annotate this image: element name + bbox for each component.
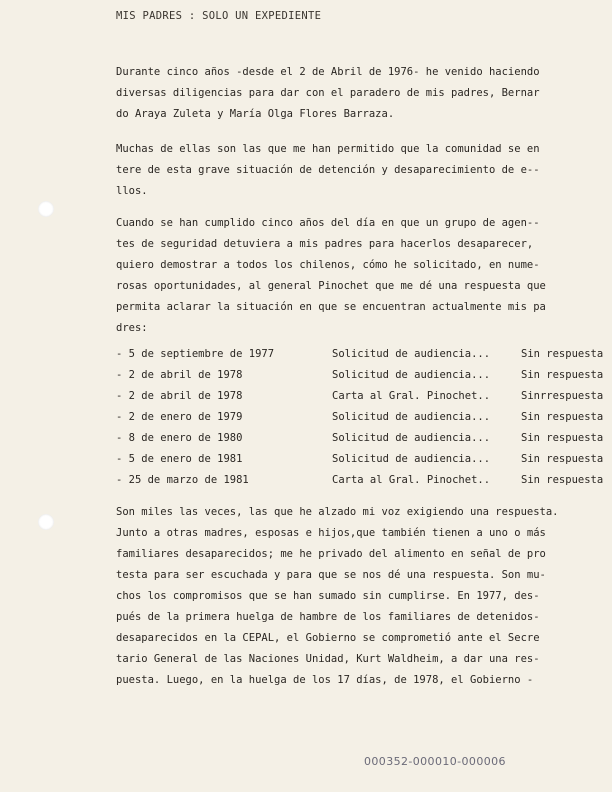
request-row [116, 470, 612, 491]
text-line: pués de la primera huelga de hambre de los familiares de detenidos- [116, 611, 540, 623]
request-result: Sin respuesta [521, 369, 604, 381]
request-action: Carta al Gral. Pinochet.. [332, 474, 491, 486]
request-result: Sin respuesta [521, 432, 604, 444]
request-result: Sin respuesta [521, 348, 604, 360]
text-line: llos. [116, 185, 148, 197]
document-title: MIS PADRES : SOLO UN EXPEDIENTE [116, 10, 322, 22]
paragraph-4 [116, 502, 612, 691]
request-date: - 5 de septiembre de 1977 [116, 348, 275, 360]
request-result: Sin respuesta [521, 474, 604, 486]
punch-hole-top [38, 201, 54, 217]
request-row [116, 386, 612, 407]
request-row [116, 407, 612, 428]
text-line: Junto a otras madres, esposas e hijos,que también tienen a uno o más [116, 527, 546, 539]
paragraph-1 [116, 62, 612, 125]
request-action: Solicitud de audiencia... [332, 348, 491, 360]
request-date: - 5 de enero de 1981 [116, 453, 243, 465]
request-date: - 25 de marzo de 1981 [116, 474, 249, 486]
text-line: familiares desaparecidos; me he privado del alimento en señal de pro [116, 548, 546, 560]
request-result: Sinrrespuesta [521, 390, 604, 402]
text-line: quiero demostrar a todos los chilenos, cómo he solicitado, en nume- [116, 259, 540, 271]
paragraph-2 [116, 139, 612, 202]
request-date: - 2 de abril de 1978 [116, 369, 243, 381]
punch-hole-bottom [38, 514, 54, 530]
request-row [116, 344, 612, 365]
text-line: permita aclarar la situación en que se encuentran actualmente mis pa [116, 301, 546, 313]
request-action: Carta al Gral. Pinochet.. [332, 390, 491, 402]
archive-stamp: 000352-000010-000006 [364, 755, 506, 768]
request-list [116, 344, 612, 491]
request-date: - 8 de enero de 1980 [116, 432, 243, 444]
text-line: rosas oportunidades, al general Pinochet que me dé una respuesta que [116, 280, 546, 292]
request-row [116, 449, 612, 470]
request-action: Solicitud de audiencia... [332, 432, 491, 444]
text-line: tere de esta grave situación de detención y desaparecimiento de e-- [116, 164, 540, 176]
request-result: Sin respuesta [521, 411, 604, 423]
text-line: do Araya Zuleta y María Olga Flores Barraza. [116, 108, 395, 120]
text-line: Muchas de ellas son las que me han permitido que la comunidad se en [116, 143, 540, 155]
request-row [116, 428, 612, 449]
text-line: dres: [116, 322, 148, 334]
text-line: diversas diligencias para dar con el paradero de mis padres, Bernar [116, 87, 540, 99]
text-line: tes de seguridad detuviera a mis padres para hacerlos desaparecer, [116, 238, 534, 250]
request-date: - 2 de enero de 1979 [116, 411, 243, 423]
request-action: Solicitud de audiencia... [332, 411, 491, 423]
text-line: desaparecidos en la CEPAL, el Gobierno se comprometió ante el Secre [116, 632, 540, 644]
paragraph-3 [116, 213, 612, 339]
request-row [116, 365, 612, 386]
text-line: Cuando se han cumplido cinco años del día en que un grupo de agen-- [116, 217, 540, 229]
request-action: Solicitud de audiencia... [332, 369, 491, 381]
text-line: chos los compromisos que se han sumado sin cumplirse. En 1977, des- [116, 590, 540, 602]
request-action: Solicitud de audiencia... [332, 453, 491, 465]
request-date: - 2 de abril de 1978 [116, 390, 243, 402]
text-line: puesta. Luego, en la huelga de los 17 días, de 1978, el Gobierno - [116, 674, 534, 686]
text-line: tario General de las Naciones Unidad, Kurt Waldheim, a dar una res- [116, 653, 540, 665]
text-line: Durante cinco años -desde el 2 de Abril de 1976- he venido haciendo [116, 66, 540, 78]
text-line: testa para ser escuchada y para que se nos dé una respuesta. Son mu- [116, 569, 546, 581]
text-line: Son miles las veces, las que he alzado mi voz exigiendo una respuesta. [116, 506, 559, 518]
request-result: Sin respuesta [521, 453, 604, 465]
